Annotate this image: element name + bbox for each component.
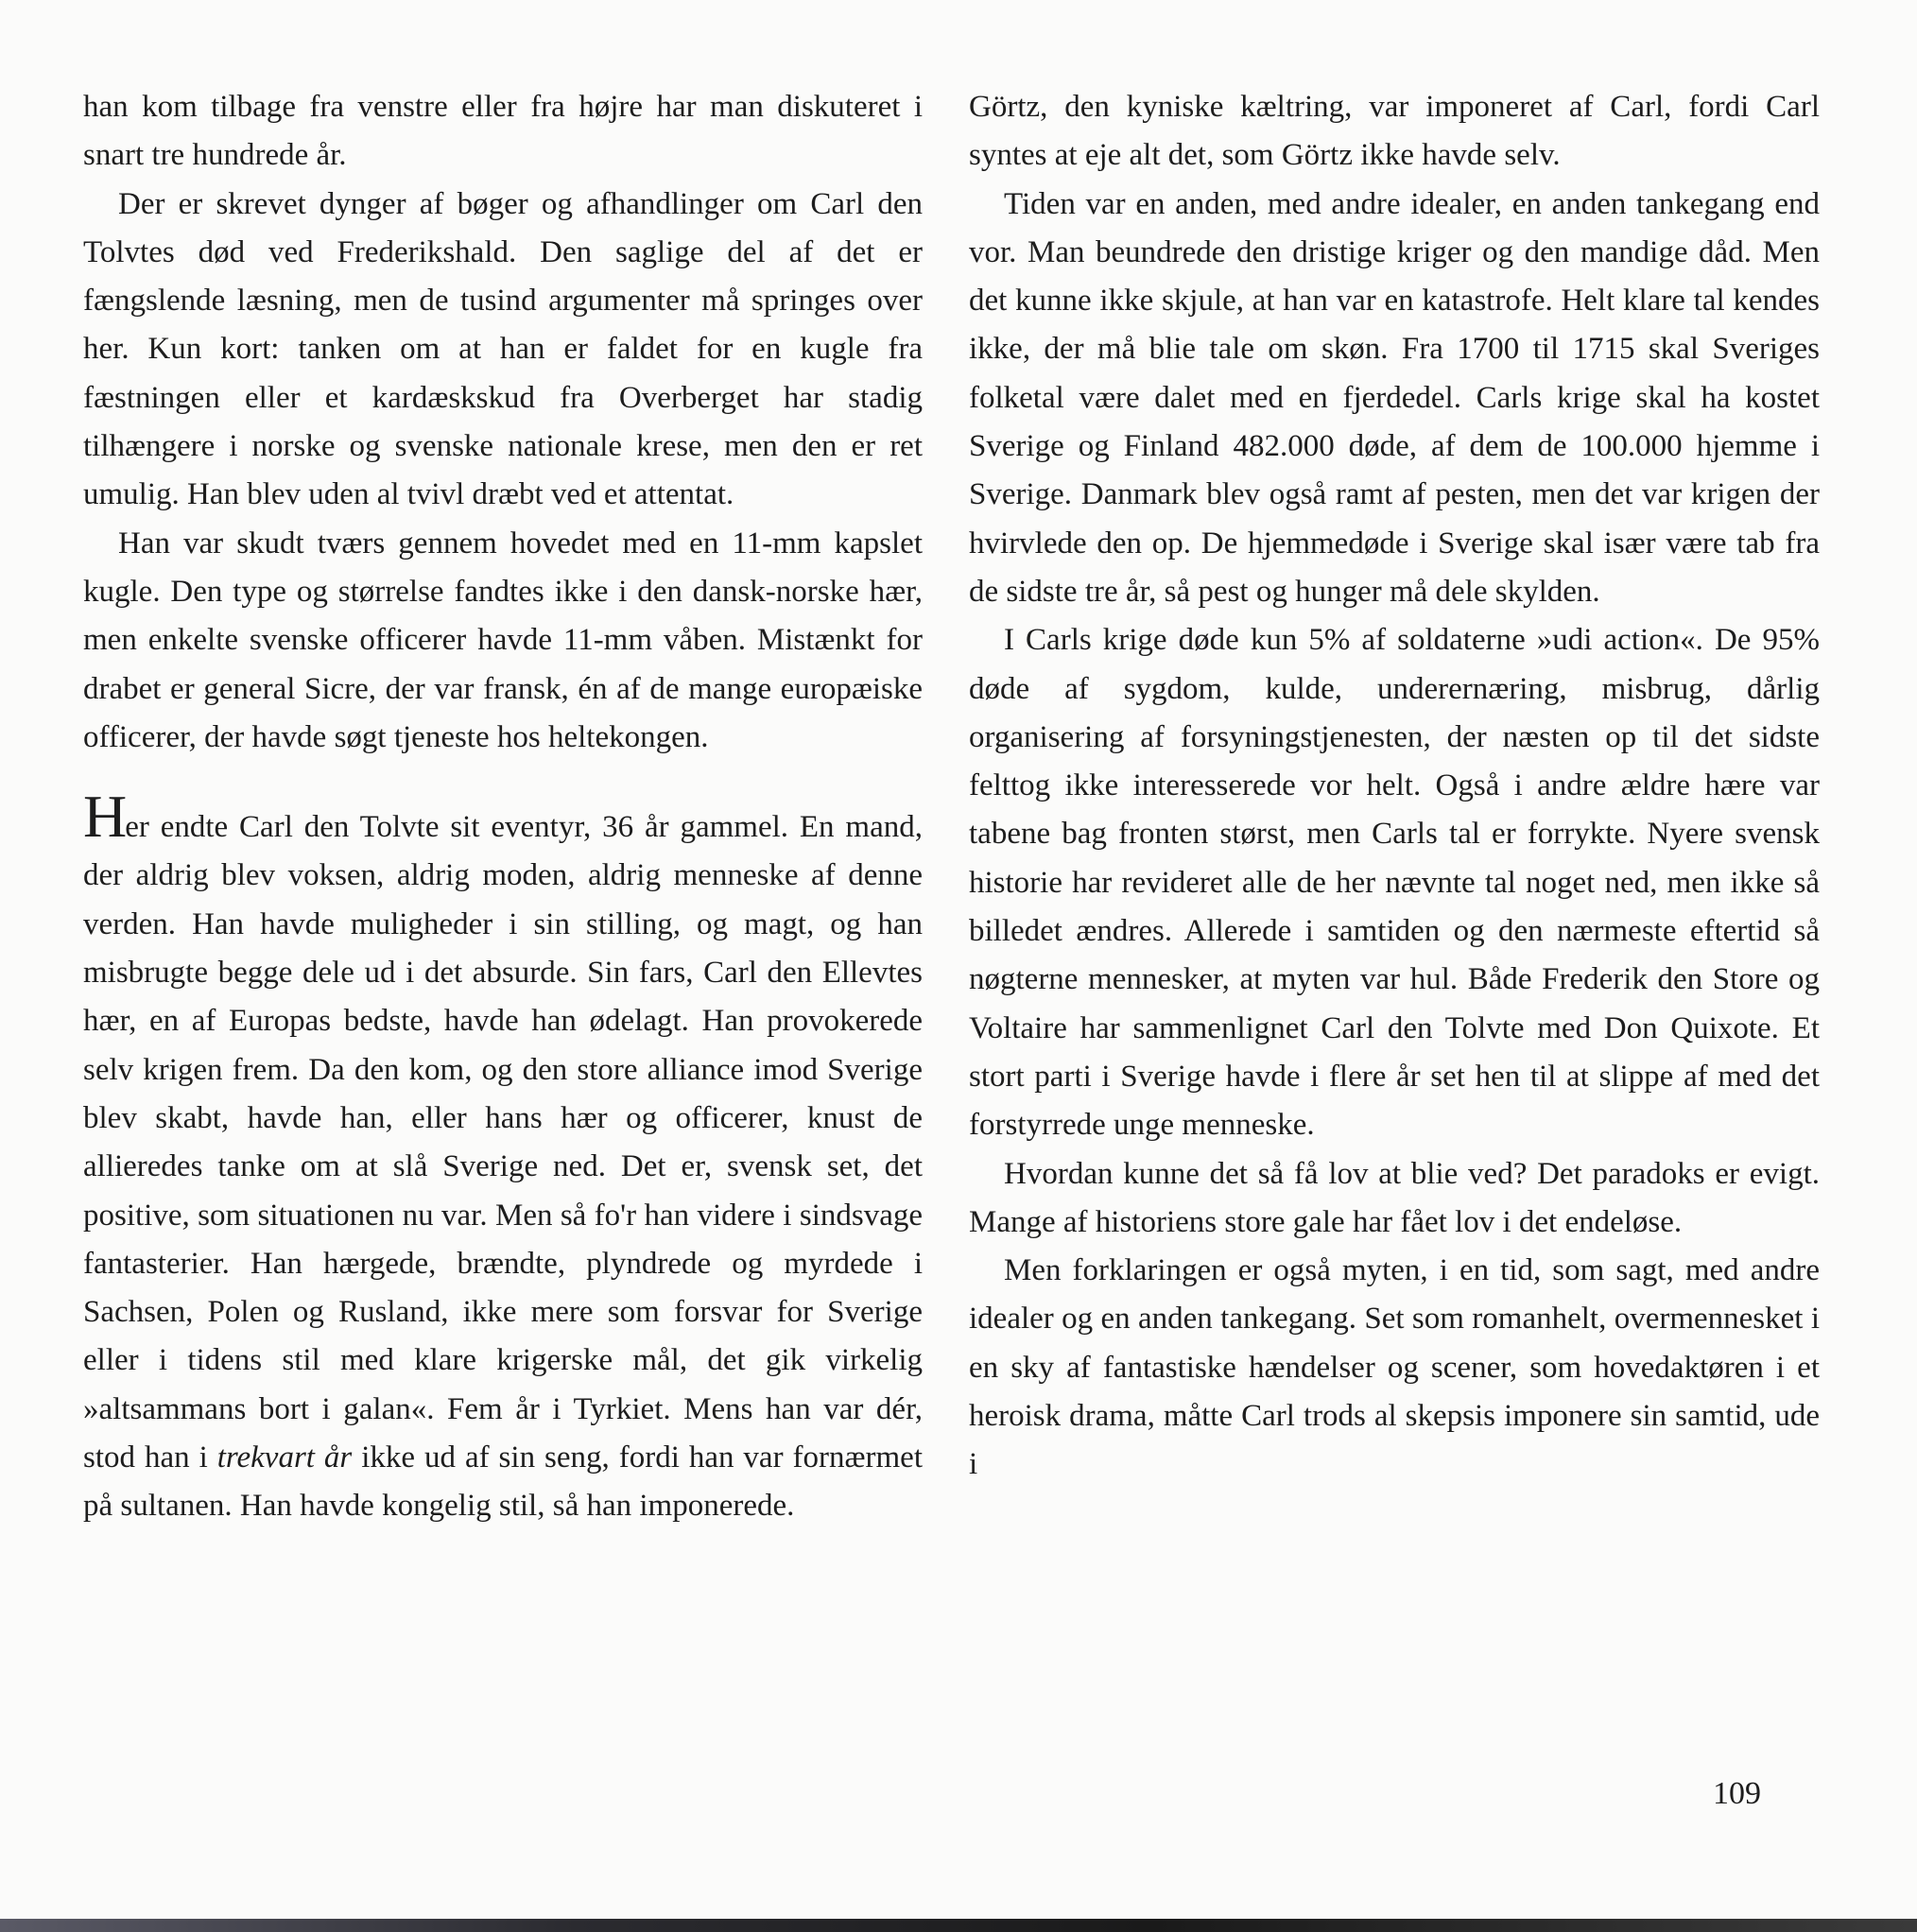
paragraph-with-dropcap — [83, 783, 923, 1530]
paragraph: han kom tilbage fra venstre eller fra højre har man diskuteret i snart tre hundrede år. — [83, 90, 923, 173]
paragraph: Görtz, den kyniske kæltring, var imponeret af Carl, fordi Carl syntes at eje alt det, som Görtz ikke havde selv. — [969, 90, 1820, 173]
paragraph: I Carls krige døde kun 5% af soldaterne »udi action«. De 95% døde af sygdom, kulde, underernæring, misbrug, dårlig organisering af forsyningstjenesten, der næsten op til det sidste felttog ikke interesserede vor helt. Også i andre ældre hære var tabene bag fronten størst, men Carls tal er forrykte. Nyere svensk historie har revideret alle de her nævnte tal noget ned, men ikke så billedet ændres. Allerede i samtiden og den nærmeste eftertid så nøgterne mennesker, at myten var hul. Både Frederik den Store og Voltaire har sammenlignet Carl den Tolvte med Don Quixote. Et stort parti i Sverige havde i flere år set hen til at slippe af med det forstyrrede unge menneske. — [969, 623, 1820, 1143]
left-column — [83, 83, 923, 1531]
drop-cap: H — [83, 783, 126, 851]
paragraph: Men forklaringen er også myten, i en tid, som sagt, med andre idealer og en anden tankegang. Set som romanhelt, overmennesket i en sky af fantastiske hændelser og scener, som hovedaktøren i et heroisk drama, måtte Carl trods al skepsis imponere sin samtid, ude i — [969, 1253, 1820, 1482]
paragraph-text: ikke ud af sin seng, fordi han var fornærmet på sultanen. Han havde kongelig stil, så han imponerede. — [83, 1440, 923, 1524]
italic-phrase: trekvart år — [216, 1440, 353, 1475]
paragraph: Hvordan kunne det så få lov at blie ved? Det paradoks er evigt. Mange af historiens store gale har fået lov i det endeløse. — [969, 1156, 1820, 1239]
paragraph: Han var skudt tværs gennem hovedet med en 11-mm kapslet kugle. Den type og størrelse fandtes ikke i den dansk-norske hær, men enkelte svenske officerer havde 11-mm våben. Mistænkt for drabet er general Sicre, der var fransk, én af de mange europæiske officerer, der havde søgt tjeneste hos heltekongen. — [83, 526, 923, 754]
scan-edge-band — [0, 1919, 1917, 1932]
paragraph: Tiden var en anden, med andre idealer, en anden tankegang end vor. Man beundrede den dristige kriger og den mandige dåd. Men det kunne ikke skjule, at han var en katastrofe. Helt klare tal kendes ikke, der må blie tale om skøn. Fra 1700 til 1715 skal Sveriges folketal være dalet med en fjerdedel. Carls krige skal ha kostet Sverige og Finland 482.000 døde, af dem de 100.000 hjemme i Sverige. Danmark blev også ramt af pesten, men det var krigen der hvirvlede den op. De hjemmedøde i Sverige skal især være tab fra de sidste tre år, så pest og hunger må dele skylden. — [969, 186, 1820, 609]
paragraph-text: er endte Carl den Tolvte sit eventyr, 36 år gammel. En mand, der aldrig blev voksen, aldrig moden, aldrig menneske af denne verden. Han havde muligheder i sin stilling, og magt, og han misbrugte begge dele ud i det absurde. Sin fars, Carl den Ellevtes hær, en af Europas bedste, havde han ødelagt. Han provokerede selv krigen frem. Da den kom, og den store alliance imod Sverige blev skabt, havde han, eller hans hær og officerer, knust de allieredes tanke om at slå Sverige ned. Det er, svensk set, det positive, som situationen nu var. Men så fo'r han videre i sindsvage fantasterier. Han hærgede, brændte, plyndrede og myrdede i Sachsen, Polen og Rusland, ikke mere som forsvar for Sverige eller i tidens stil med klare krigerske mål, det gik virkelig »altsammans bort i galan«. Fem år i Tyrkiet. Mens han var dér, stod han i — [83, 810, 923, 1475]
section-break — [83, 762, 923, 798]
page-number: 109 — [1713, 1776, 1761, 1811]
paragraph: Der er skrevet dynger af bøger og afhandlinger om Carl den Tolvtes død ved Frederikshald. Den saglige del af det er fængslende læsning, men de tusind argumenter må springes over her. Kun kort: tanken om at han er faldet for en kugle fra fæstningen eller et kardæskskud fra Overberget har stadig tilhængere i norske og svenske nationale krese, men den er ret umulig. Han blev uden al tvivl dræbt ved et attentat. — [83, 186, 923, 512]
right-column — [969, 83, 1820, 1490]
